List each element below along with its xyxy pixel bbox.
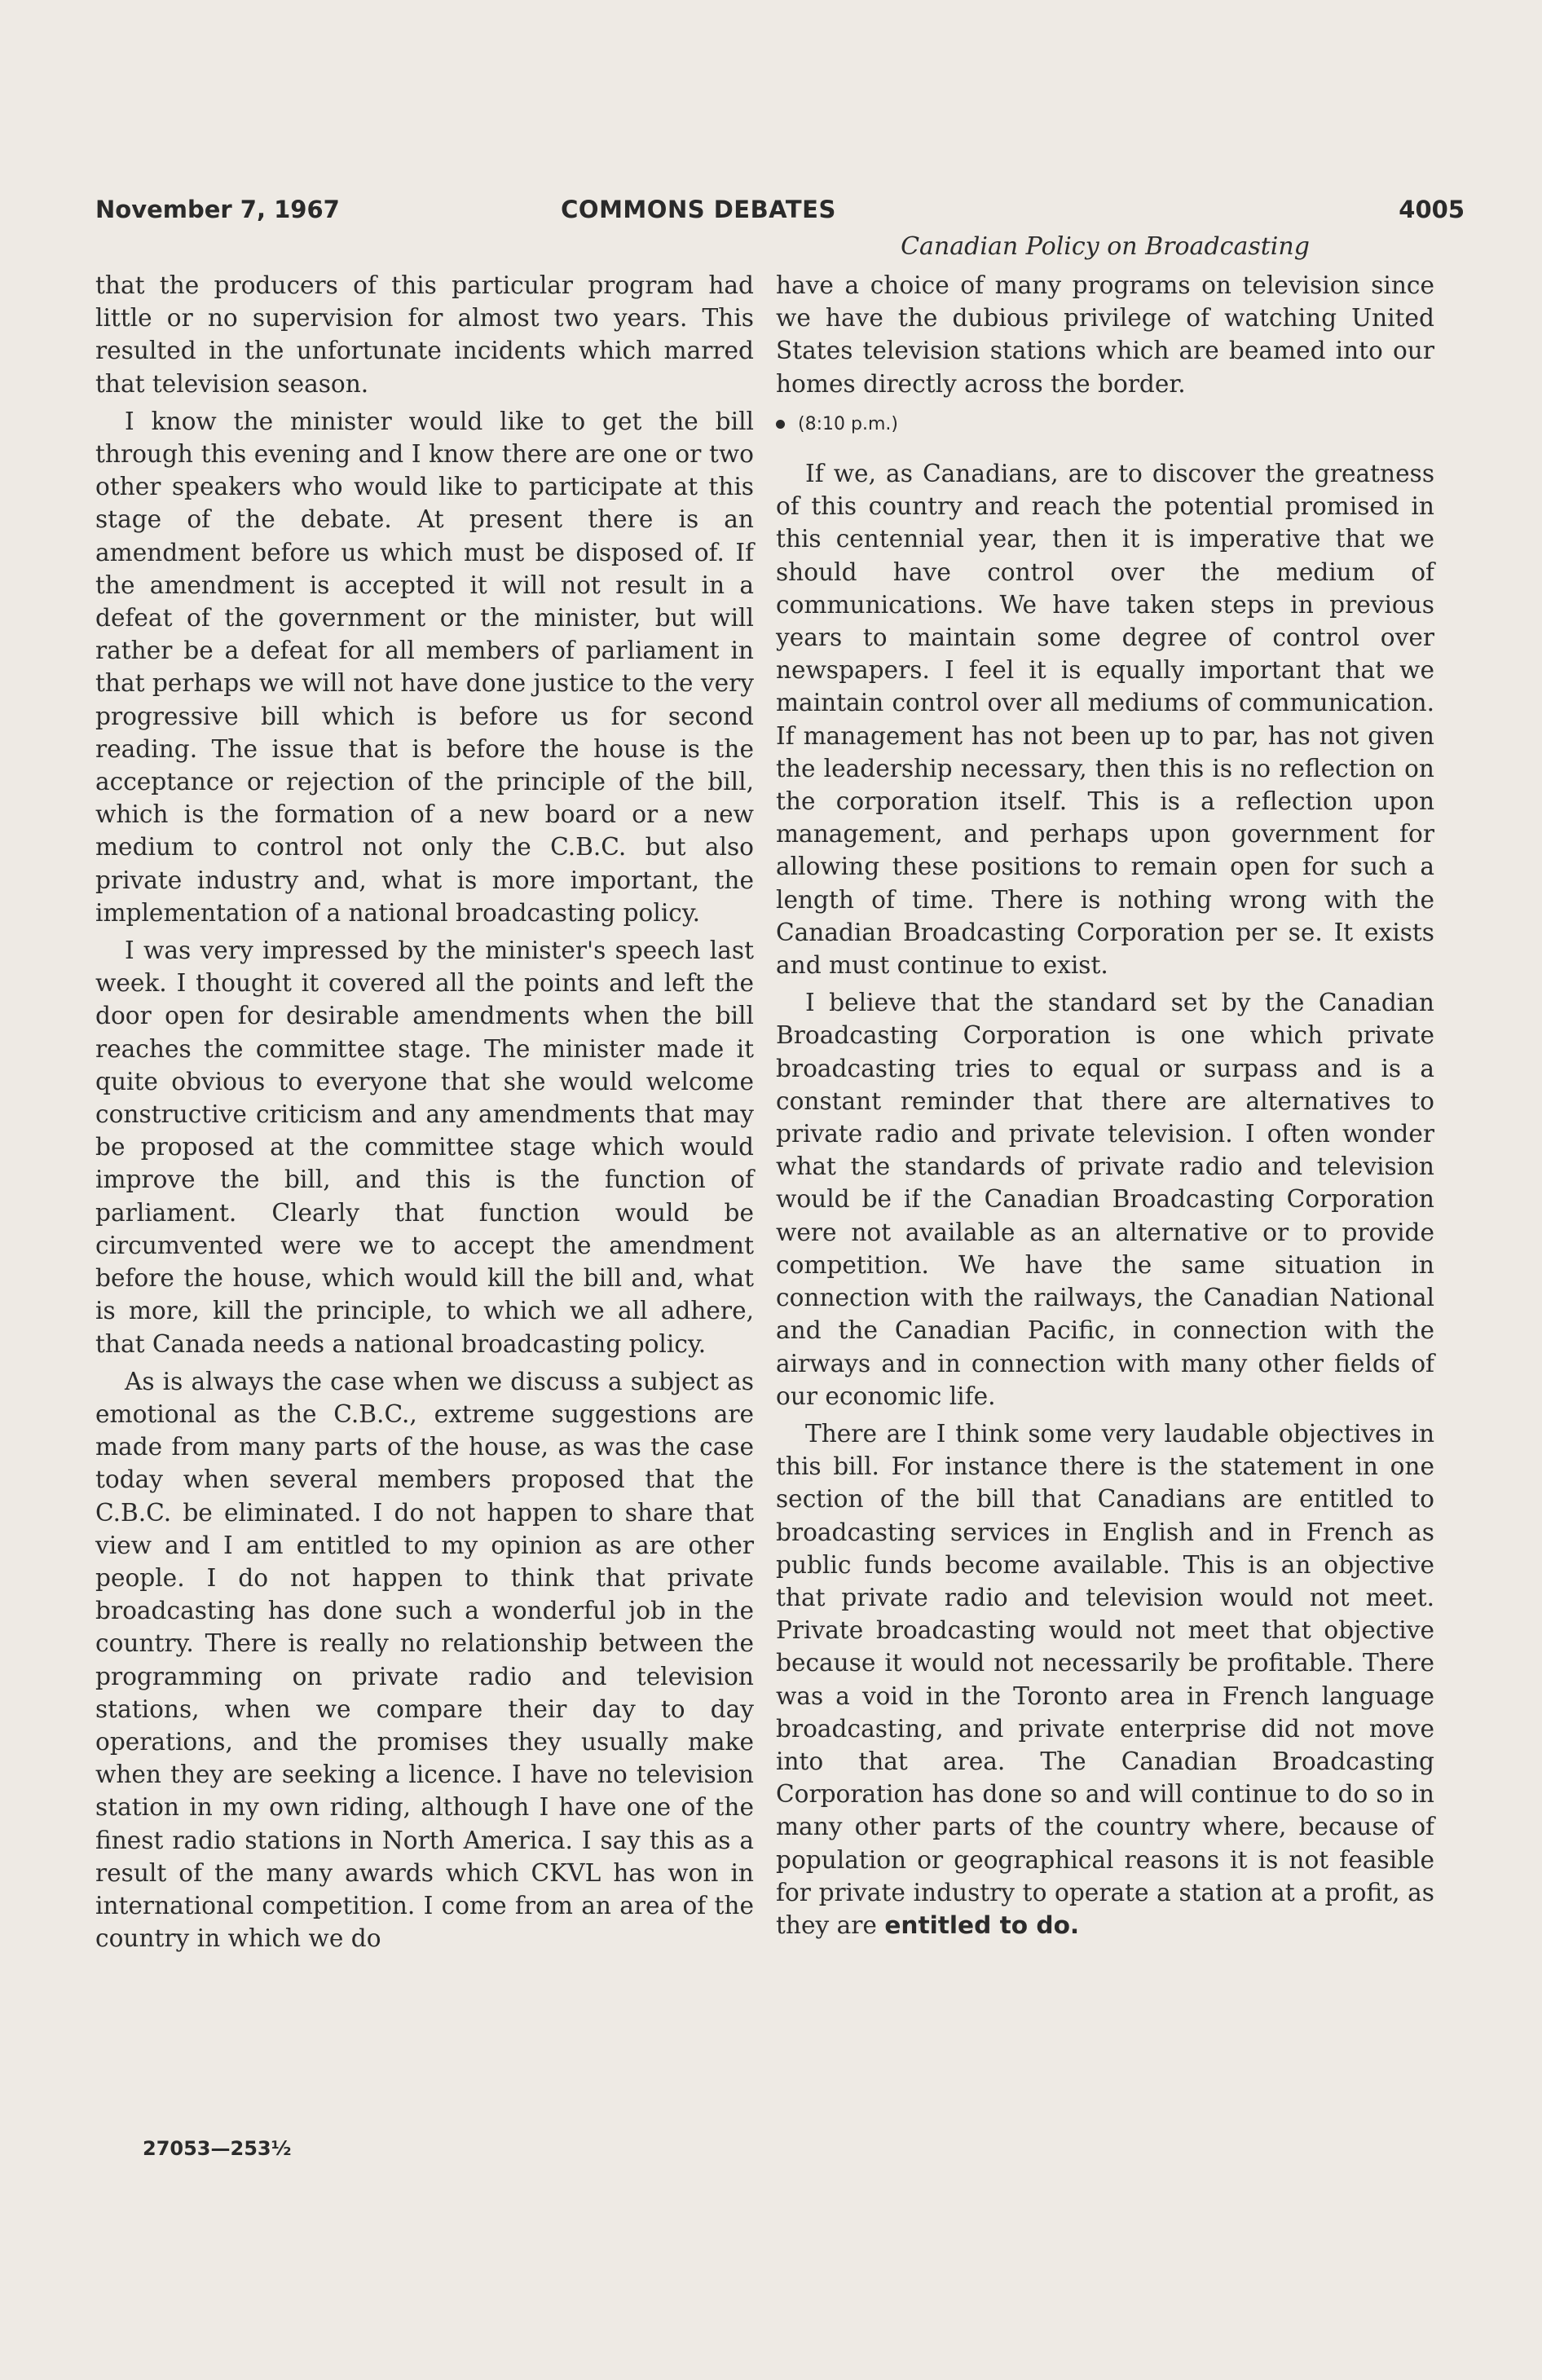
page-number: 4005: [1399, 196, 1465, 223]
page-header: [95, 196, 1465, 231]
time-stamp: [776, 408, 1434, 441]
paragraph: have a choice of many programs on television since we have the dubious privilege of watching United States television stations which are beamed into our homes directly across the border.: [776, 271, 1434, 398]
paragraph: I believe that the standard set by the Canadian Broadcasting Corporation is one which private broadcasting tries to equal or surpass and is a constant reminder that there are alternatives to private radio and private television. I often wonder what the standards of private radio and television would be if the Canadian Broadcasting Corporation were not available as an alternative or to provide competition. We have the same situation in connection with the railways, the Canadian National and the Canadian Pacific, in connection with the airways and in connection with many other fields of our economic life.: [776, 989, 1434, 1410]
time-stamp-text: (8:10 p.m.): [798, 413, 898, 434]
paragraph: I was very impressed by the minister's speech last week. I thought it covered all the points and left the door open for desirable amendments when the bill reaches the committee stage. The minister made it quite obvious to everyone that she would welcome constructive criticism and any amendments that may be proposed at the committee stage which would improve the bill, and this is the function of parliament. Clearly that function would be circumvented were we to accept the amendment before the house, which would kill the bill and, what is more, kill the principle, to which we all adhere, that Canada needs a national broadcasting policy.: [95, 937, 754, 1358]
footer-code: 27053—253½: [143, 2137, 292, 2160]
paragraph: [776, 1417, 1434, 1941]
bullet-icon: [776, 420, 785, 429]
header-date: November 7, 1967: [95, 196, 340, 223]
paragraph: that the producers of this particular program had little or no supervision for almost two years. This resulted in the unfortunate incidents which marred that television season.: [95, 271, 754, 398]
paragraph: I know the minister would like to get the bill through this evening and I know there are one or two other speakers who would like to participate at this stage of the debate. At present there is an amendment before us which must be disposed of. If the amendment is accepted it will not result in a defeat of the government or the minister, but will rather be a defeat for all members of parliament in that perhaps we will not have done justice to the very progressive bill which is before us for second reading. The issue that is before the house is the acceptance or rejection of the principle of the bill, which is the formation of a new board or a new medium to control not only the C.B.C. but also private industry and, what is more important, the implementation of a national broadcasting policy.: [95, 407, 754, 927]
paragraph-bold-end: entitled to do.: [884, 1911, 1080, 1939]
left-column: [95, 269, 754, 1959]
paragraph: As is always the case when we discuss a subject as emotional as the C.B.C., extreme suggestions are made from many parts of the house, as was the case today when several members proposed that the C.B.C. be eliminated. I do not happen to share that view and I am entitled to my opinion as are other people. I do not happen to think that private broadcasting has done such a wonderful job in the country. There is really no relationship between the programming on private radio and television stations, when we compare their day to day operations, and the promises they usually make when they are seeking a licence. I have no television station in my own riding, although I have one of the finest radio stations in North America. I say this as a result of the many awards which CKVL has won in international competition. I come from an area of the country in which we do: [95, 1367, 754, 1953]
right-column: [776, 269, 1434, 1946]
running-title: Canadian Policy on Broadcasting: [901, 232, 1310, 261]
paragraph: If we, as Canadians, are to discover the greatness of this country and reach the potential promised in this centennial year, then it is imperative that we should have control over the medium of communications. We have taken steps in previous years to maintain some degree of control over newspapers. I feel it is equally important that we maintain control over all mediums of communication. If management has not been up to par, has not given the leadership necessary, then this is no reflection on the corporation itself. This is a reflection upon management, and perhaps upon government for allowing these positions to remain open for such a length of time. There is nothing wrong with the Canadian Broadcasting Corporation per se. It exists and must continue to exist.: [776, 460, 1434, 980]
paragraph-text: There are I think some very laudable objectives in this bill. For instance there is the statement in one section of the bill that Canadians are entitled to broadcasting services in English and in French as public funds become available. This is an objective that private radio and television would not meet. Private broadcasting would not meet that objective because it would not necessarily be profitable. There was a void in the Toronto area in French language broadcasting, and private enterprise did not move into that area. The Canadian Broadcasting Corporation has done so and will continue to do so in many other parts of the country where, because of population or geographical reasons it is not feasible for private industry to operate a station at a profit, as they are: [776, 1419, 1434, 1939]
header-title: COMMONS DEBATES: [561, 196, 836, 223]
